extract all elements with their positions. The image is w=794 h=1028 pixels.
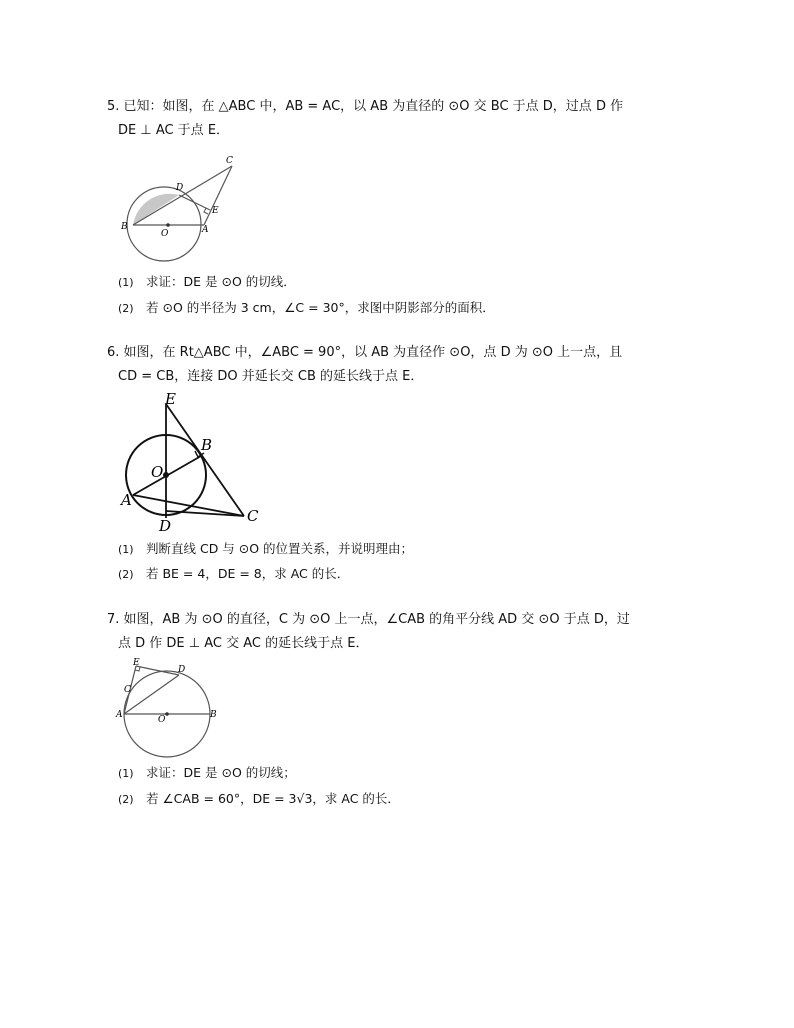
q5-segment-bc — [133, 166, 232, 225]
q5-part1-number: (1) — [118, 276, 134, 289]
q5-part2 — [118, 299, 495, 318]
q5-stem-line1: 5. 已知：如图，在 △ABC 中，AB = AC，以 AB 为直径的 ⊙O 交 BC 于点 D，过点 D 作 — [107, 99, 624, 114]
q6-part2 — [118, 565, 349, 584]
q6-label-o: O — [151, 463, 164, 481]
q7-line-ed — [136, 666, 179, 675]
q7-label-o: O — [158, 715, 166, 725]
q6-part1 — [118, 540, 413, 559]
q7-stem-line1: 7. 如图，AB 为 ⊙O 的直径，C 为 ⊙O 上一点，∠CAB 的角平分线 AD 交 ⊙O 于点 D，过 — [107, 612, 630, 627]
q7-label-c: C — [124, 685, 131, 695]
q5-label-c: C — [226, 156, 233, 166]
q6-part1-text: 判断直线 CD 与 ⊙O 的位置关系，并说明理由； — [146, 541, 414, 556]
q6-part1-number: (1) — [118, 543, 134, 556]
q5-center-dot — [166, 223, 170, 227]
q7-label-e: E — [133, 658, 140, 668]
q7-label-a: A — [116, 710, 123, 720]
q5-segment-de — [179, 195, 210, 210]
q7-part2 — [118, 790, 400, 809]
q6-line-ec — [166, 404, 244, 516]
q7-label-d: D — [178, 665, 186, 675]
q5-label-o: O — [161, 229, 169, 239]
q6-label-b: B — [201, 436, 213, 454]
q7-part1-number: (1) — [118, 767, 134, 780]
q7-part1 — [118, 764, 296, 783]
q6-label-c: C — [247, 507, 259, 525]
q7-label-b: B — [210, 710, 217, 720]
q5-part1 — [118, 273, 296, 292]
q5-part1-text: 求证：DE 是 ⊙O 的切线． — [146, 274, 296, 289]
q6-label-d: D — [159, 517, 172, 535]
q6-part2-number: (2) — [118, 568, 134, 581]
q6-center-dot — [163, 472, 169, 478]
q7-figure — [115, 655, 225, 763]
q6-label-e: E — [165, 390, 176, 408]
q5-label-d: D — [176, 183, 184, 193]
q7-part2-number: (2) — [118, 793, 134, 806]
q6-stem-line2: CD = CB，连接 DO 并延长交 CB 的延长线于点 E． — [118, 369, 424, 384]
q5-stem-line2: DE ⊥ AC 于点 E． — [118, 123, 230, 138]
q7-stem-line2: 点 D 作 DE ⊥ AC 交 AC 的延长线于点 E． — [118, 636, 369, 651]
q5-label-b: B — [121, 222, 128, 232]
q6-figure — [115, 388, 275, 536]
q7-center-dot — [165, 712, 169, 716]
q7-part1-text: 求证：DE 是 ⊙O 的切线； — [146, 765, 296, 780]
q5-label-a: A — [202, 225, 209, 235]
q6-stem-line1: 6. 如图，在 Rt△ABC 中，∠ABC = 90°，以 AB 为直径作 ⊙O，点 D 为 ⊙O 上一点，且 — [107, 345, 623, 360]
q5-part2-number: (2) — [118, 302, 134, 315]
q7-part2-text: 若 ∠CAB = 60°，DE = 3√3，求 AC 的长． — [146, 791, 400, 806]
q5-figure — [115, 150, 245, 265]
q6-part2-text: 若 BE = 4，DE = 8，求 AC 的长． — [146, 566, 350, 581]
q5-part2-text: 若 ⊙O 的半径为 3 cm，∠C = 30°，求图中阴影部分的面积． — [146, 300, 495, 315]
q5-label-e: E — [212, 206, 219, 216]
q6-label-a: A — [121, 491, 132, 509]
